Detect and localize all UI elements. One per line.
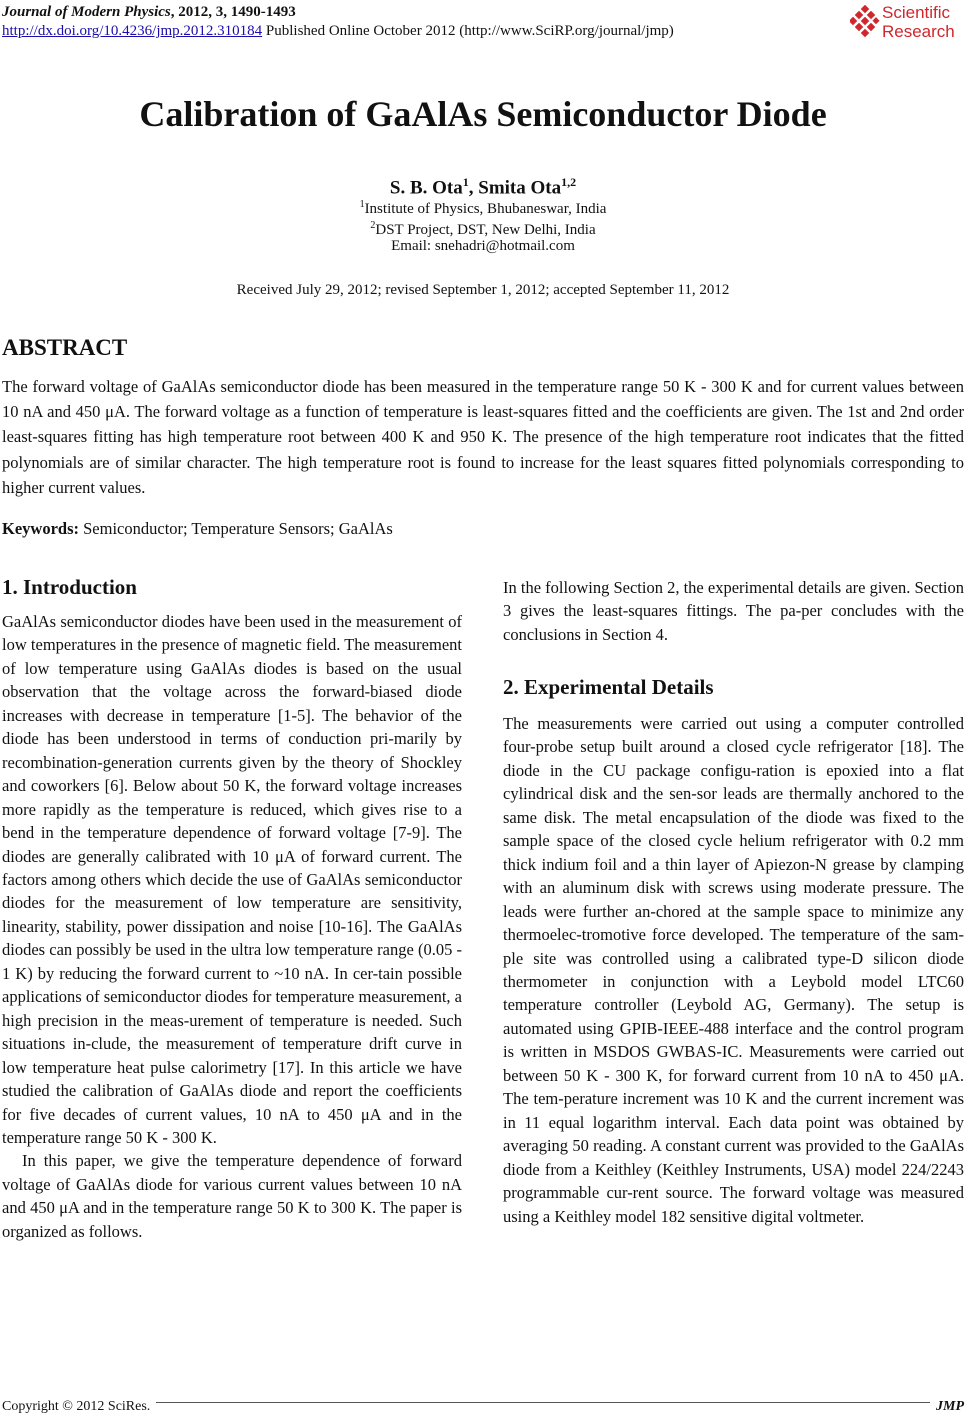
section-2-heading: 2. Experimental Details: [503, 675, 714, 699]
intro-paragraph-1: GaAlAs semiconductor diodes have been used in the measurement of low temperatures in the presence of magnetic field. The measurement of low temperature using GaAlAs diodes is based on the usual observation that the voltage across the forward-biased diode increases with decrease in temperature [1-5]. The behavior of the diode has been understood in terms of conduction pri-marily by recombination-generation currents given by the theory of Shockley and coworkers [6]. Below about 50 K, the forward voltage increases more rapidly as the temperature is reduced, which gives rise to a bend in the temperature dependence of forward voltage [7-9]. The diodes are generally calibrated with 10 μA of forward current. The factors among others which decide the use of GaAlAs semiconductor diodes for the measurement of low temperature are sensitivity, linearity, stability, power dissipation and noise [10-16]. The GaAlAs diodes can possibly be used in the ultra low temperature range (0.05 - 1 K) by reducing the forward current to ~10 nA. In cer-tain possible applications of semiconductor diodes for temperature measurement, a high precision in the meas-urement of temperature is needed. Such situations in-clude, the measurement of temperature drift curve in low temperature heat pulse calorimetry [17]. In this article we have studied the calibration of GaAlAs diode and report the coefficients for five decades of current values, 10 nA to 450 μA and in the temperature range 50 K - 300 K.: [2, 612, 463, 1147]
doi-line: [2, 22, 674, 41]
author-1: S. B. Ota: [389, 177, 463, 199]
intro-paragraph-2: In this paper, we give the temperature dependence of forward voltage of GaAlAs diode for various current values between 10 nA and 450 μA and in the temperature range 50 K to 300 K. The paper is organized as follows.: [2, 1151, 462, 1241]
section-1-heading: 1. Introduction: [2, 575, 137, 599]
right-column-top: [503, 576, 964, 646]
abstract-heading: ABSTRACT: [2, 335, 128, 360]
journal-citation: [2, 3, 296, 22]
footer-journal-abbr: JMP: [930, 1398, 964, 1416]
keywords: [2, 518, 393, 540]
affiliation-2-text: DST Project, DST, New Delhi, India: [375, 222, 596, 238]
journal-volume: , 2012, 3, 1490-1493: [170, 4, 296, 20]
keywords-label: Keywords:: [2, 519, 79, 538]
scientific-research-logo: [850, 3, 964, 43]
affiliation-1-mark: 1: [359, 199, 365, 210]
author-email: Email: snehadri@hotmail.com: [391, 238, 575, 254]
keywords-text: Semiconductor; Temperature Sensors; GaAlAs: [79, 519, 393, 538]
received-dates: Received July 29, 2012; revised September 1, 2012; accepted September 11, 2012: [236, 282, 730, 298]
doi-link[interactable]: http://dx.doi.org/10.4236/jmp.2012.310184: [2, 23, 263, 39]
experimental-paragraph: The measurements were carried out using a computer controlled four-probe setup built around a closed cycle refrigerator [18]. The diode in the CU package configu-ration is epoxied into a flat cylindrical disk and the sen-sor leads are thermally anchored to the same disk. The metal encapsulation of the diode was fixed to the sample space of the closed cycle helium refrigerator with 0.2 mm thick indium foil and a thin layer of Apiezon-N grease by clamping with an aluminum disk with screws using moderate pressure. The leads were further an-chored at the sample space to minimize any thermoelec-tromotive force developed. The temperature of the sam-ple site was controlled using a calibrated type-D silicon diode thermometer in conjunction with a Leybold model LTC60 temperature controller (Leybold AG, Germany). The setup is automated using GPIB-IEEE-488 interface and the control program is written in MSDOS GWBAS-IC. Measurements were carried out between 50 K - 300 K, for forward current from 10 nA to 450 μA. The tem-perature increment was 10 K and the current increment was in 11 equal logarithm interval. Each data point was obtained by averaging 50 reading. A constant current was provided to the GaAlAs diode from a Keithley (Keithley Instruments, USA) model 224/2243 programmable cur-rent source. The forward voltage was measured using a Keithley model 182 sensitive digital voltmeter.: [503, 714, 964, 1226]
right-column-body: [503, 712, 964, 1228]
footer-copyright: Copyright © 2012 SciRes.: [2, 1398, 156, 1416]
logo-line-2: Research: [882, 22, 955, 41]
abstract-text: The forward voltage of GaAlAs semiconductor diode has been measured in the temperature range 50 K - 300 K and for current values between 10 nA and 450 μA. The forward voltage as a function of temperature is least-squares fitted and the coefficients are given. The 1st and 2nd order least-squares fitting has high temperature root between 400 K and 950 K. The presence of the high temperature root indicates that the fitted polynomials are of similar character. The high temperature root is found to increase for the least squares fitted polynomials corresponding to higher current values.: [2, 377, 964, 497]
author-separator: ,: [468, 177, 479, 199]
intro-paragraph-3: In the following Section 2, the experimental details are given. Section 3 gives the least-squares fittings. The pa-per concludes with the conclusions in Section 4.: [503, 578, 964, 644]
author-1-affiliation-mark: 1: [462, 175, 469, 189]
affiliation-2-mark: 2: [370, 220, 376, 231]
logo-wordmark: [882, 3, 955, 41]
left-column: [2, 610, 462, 1243]
publisher-logo-icon: [850, 5, 880, 39]
article-title: Calibration of GaAlAs Semiconductor Diode: [139, 94, 827, 134]
logo-line-1: Scientific: [882, 3, 951, 22]
journal-name: Journal of Modern Physics: [2, 4, 171, 20]
published-online: Published Online October 2012 (http://www.SciRP.org/journal/jmp): [262, 23, 674, 39]
affiliation-1-text: Institute of Physics, Bhubaneswar, India: [364, 201, 607, 217]
author-2-affiliation-mark: 1,2: [561, 175, 577, 189]
author-2: Smita Ota: [478, 177, 562, 199]
